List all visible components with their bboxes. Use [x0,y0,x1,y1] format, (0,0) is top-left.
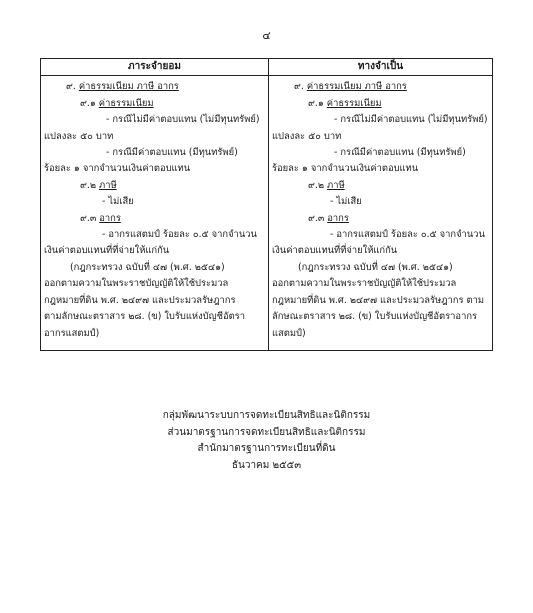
tax-subheading [272,178,489,194]
per-plot-rate: แปลงละ ๕๐ บาท [44,130,114,142]
stamp-duty-line-1: - อากรแสตมป์ ร้อยละ ๐.๕ จากจำนวน [102,229,257,241]
fee-subheading [272,96,489,112]
no-compensation-case: - กรณีไม่มีค่าตอบแทน (ไม่มีทุนทรัพย์) [106,114,260,126]
regulation-line-2: ออกตามความในพระราชบัญญัติให้ใช้ประมวล [272,278,457,290]
stamp-duty-line-2: เงินค่าตอบแทนที่ที่จ่ายให้แก่กัน [272,245,398,257]
fee-subheading-text: ค่าธรรมเนียม [326,97,382,109]
regulation-line-3: กฎหมายที่ดิน พ.ศ. ๒๔๙๗ และประมวลรัษฎากร ตาม [272,294,485,306]
fees-heading [44,79,265,95]
servitude-column [41,76,269,351]
fee-subheading-num: ๙.๑ [308,97,324,109]
fees-heading-text: ค่าธรรมเนียม ภาษี อากร [306,81,407,93]
issue-date: ธันวาคม ๒๕๕๓ [231,459,302,471]
regulation-line-4: ลักษณะตราสาร ๒๘. (ข) ใบรับแห่งบัญชีอัตราอากร [272,311,478,323]
issuer-bureau: สำนักมาตรฐานการทะเบียนที่ดิน [197,443,336,454]
with-compensation-case: - กรณีมีค่าตอบแทน (มีทุนทรัพย์) [334,147,466,159]
tax-none: - ไม่เสีย [102,196,134,208]
issuer-division: กลุ่มพัฒนาระบบการจดทะเบียนสิทธิและนิติกรรม [162,410,371,421]
regulation-line-1: (กฎกระทรวง ฉบับที่ ๔๗ (พ.ศ. ๒๕๔๑) [70,261,225,273]
tax-none: - ไม่เสีย [330,196,362,208]
regulation-line-5: อากรแสตมป์) [44,327,100,339]
regulation-line-4: ตามลักษณะตราสาร ๒๘. (ข) ใบรับแห่งบัญชีอัตรา [44,311,245,323]
tax-subheading-text: ภาษี [99,179,117,191]
percent-rate: ร้อยละ ๑ จากจำนวนเงินค่าตอบแทน [44,163,191,175]
regulation-line-3: กฎหมายที่ดิน พ.ศ. ๒๔๙๗ และประมวลรัษฎากร [44,294,236,306]
issuer-block [0,408,533,474]
fees-heading-num: ๙. [294,81,304,93]
fee-subheading-text: ค่าธรรมเนียม [98,97,154,109]
duty-subheading [44,211,265,227]
per-plot-rate: แปลงละ ๕๐ บาท [272,130,342,142]
no-compensation-case: - กรณีไม่มีค่าตอบแทน (ไม่มีทุนทรัพย์) [334,114,488,126]
duty-subheading [272,211,489,227]
page-number: ๔ [262,29,271,42]
stamp-duty-line-2: เงินค่าตอบแทนที่ที่จ่ายให้แก่กัน [44,245,170,257]
right-of-way-column [269,76,493,351]
fee-subheading [44,96,265,112]
header-right-of-way: ทางจำเป็น [269,59,493,76]
table-header-row [41,59,493,76]
header-servitude: ภาระจำยอม [41,59,269,76]
duty-subheading-text: อากร [327,212,349,224]
tax-subheading-text: ภาษี [327,179,345,191]
duty-subheading-text: อากร [99,212,121,224]
percent-rate: ร้อยละ ๑ จากจำนวนเงินค่าตอบแทน [272,163,419,175]
fees-heading [272,79,489,95]
with-compensation-case: - กรณีมีค่าตอบแทน (มีทุนทรัพย์) [106,147,238,159]
duty-subheading-num: ๙.๓ [80,212,97,224]
fee-subheading-num: ๙.๑ [80,97,96,109]
stamp-duty-line-1: - อากรแสตมป์ ร้อยละ ๐.๕ จากจำนวน [330,229,485,241]
regulation-line-2: ออกตามความในพระราชบัญญัติให้ใช้ประมวล [44,278,229,290]
regulation-line-5: แสตมป์) [272,327,306,339]
tax-subheading-num: ๙.๒ [80,179,97,191]
tax-subheading [44,178,265,194]
table-row [41,76,493,351]
fees-heading-text: ค่าธรรมเนียม ภาษี อากร [78,81,179,93]
tax-subheading-num: ๙.๒ [308,179,325,191]
issuer-section: ส่วนมาตรฐานการจดทะเบียนสิทธิและนิติกรรม [167,426,366,438]
comparison-table [40,58,493,351]
fees-heading-num: ๙. [66,81,76,93]
duty-subheading-num: ๙.๓ [308,212,325,224]
regulation-line-1: (กฎกระทรวง ฉบับที่ ๔๗ (พ.ศ. ๒๕๔๑) [298,261,453,273]
